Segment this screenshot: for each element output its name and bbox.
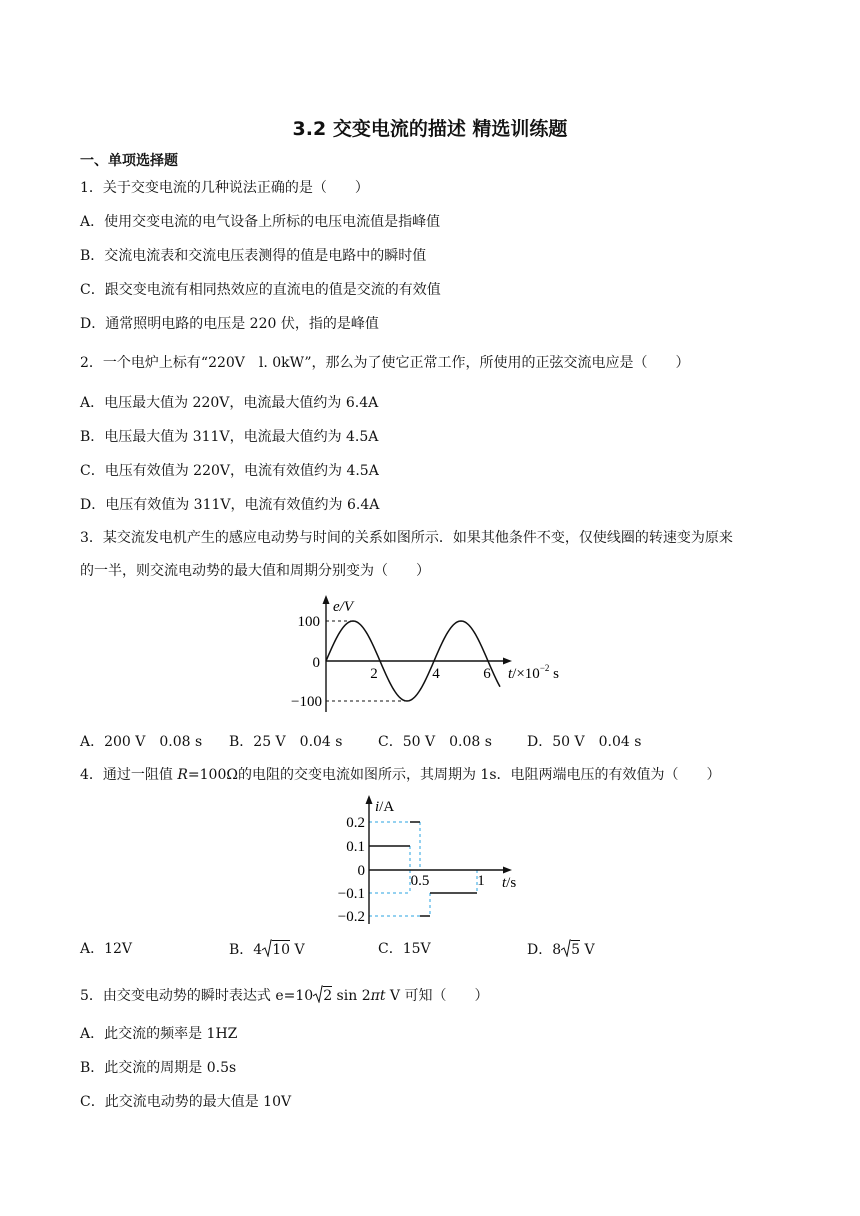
q3-x-label: $t/\times 10^{-2}$ s xyxy=(508,663,559,682)
q5-stem: 5．由交变电动势的瞬时表达式 e=10 2 sin 2πt V 可知（ ） xyxy=(80,985,488,1006)
q3-stem-line1: 3．某交流发电机产生的感应电动势与时间的关系如图所示．如果其他条件不变，仅使线圈的转速变为原来 xyxy=(80,530,733,546)
q5-option-a: A．此交流的频率是 1HZ xyxy=(80,1026,238,1042)
q2-option-b: B．电压最大值为 311V，电流最大值约为 4.5A xyxy=(80,429,379,445)
q4-y-label: i/A xyxy=(375,799,395,815)
section-heading: 一、单项选择题 xyxy=(80,153,178,169)
q4-y-tick-0: 0 xyxy=(357,863,365,879)
q4-current-graph xyxy=(320,790,530,930)
q3-emf-graph xyxy=(270,590,590,716)
q4-option-d: D．8 5 V xyxy=(527,939,595,960)
q1-stem: 1．关于交变电流的几种说法正确的是（ ） xyxy=(80,180,369,196)
q4-x-tick-1: 1 xyxy=(477,873,485,889)
q2-option-a: A．电压最大值为 220V，电流最大值约为 6.4A xyxy=(80,395,379,411)
q4-option-d-radical-icon xyxy=(561,939,571,957)
q4-y-tick-minus0.2: −0.2 xyxy=(337,909,365,925)
q4-y-tick-0.2: 0.2 xyxy=(346,815,365,831)
q3-option-a: A．200 V 0.08 s xyxy=(80,734,203,750)
q3-x-tick-4: 4 xyxy=(432,666,440,682)
q3-option-d: D．50 V 0.04 s xyxy=(527,734,642,750)
q2-option-c: C．电压有效值为 220V，电流有效值约为 4.5A xyxy=(80,463,379,479)
q4-option-c: C．15V xyxy=(378,941,431,957)
q2-option-d: D．电压有效值为 311V，电流有效值约为 6.4A xyxy=(80,497,380,513)
q4-y-tick-minus0.1: −0.1 xyxy=(337,886,365,902)
q4-option-b: B．4 10 V xyxy=(229,939,305,960)
q3-x-arrow xyxy=(503,658,512,665)
q5-option-b: B．此交流的周期是 0.5s xyxy=(80,1060,237,1076)
q3-y-tick-100: 100 xyxy=(297,614,320,630)
q4-y-arrow xyxy=(366,795,373,804)
q4-x-label: t/s xyxy=(502,875,517,891)
q1-option-c: C．跟交变电流有相同热效应的直流电的值是交流的有效值 xyxy=(80,282,441,298)
q4-option-a: A．12V xyxy=(80,941,133,957)
q3-y-arrow xyxy=(323,595,330,604)
q1-option-b: B．交流电流表和交流电压表测得的值是电路中的瞬时值 xyxy=(80,248,427,264)
q4-stem: 4．通过一阻值 R=100Ω的电阻的交变电流如图所示，其周期为 1s．电阻两端电压的有效值为（ ） xyxy=(80,767,721,783)
q3-stem-line2: 的一半，则交流电动势的最大值和周期分别变为（ ） xyxy=(80,563,430,579)
q3-x-tick-2: 2 xyxy=(370,666,378,682)
q4-x-arrow xyxy=(503,867,512,874)
q4-x-tick-0.5: 0.5 xyxy=(410,873,430,889)
page-title: 3.2 交变电流的描述 精选训练题 xyxy=(292,118,568,140)
q3-option-c: C．50 V 0.08 s xyxy=(378,734,492,750)
q3-y-tick-0: 0 xyxy=(312,655,320,671)
q1-option-a: A．使用交变电流的电气设备上所标的电压电流值是指峰值 xyxy=(80,214,441,230)
q2-stem: 2．一个电炉上标有“220V l. 0kW”，那么为了使它正常工作，所使用的正弦交流电应是（ ） xyxy=(80,355,690,371)
q1-option-d: D．通常照明电路的电压是 220 伏，指的是峰值 xyxy=(80,316,379,332)
q3-y-tick-minus100: −100 xyxy=(291,694,322,710)
q5-option-c: C．此交流电动势的最大值是 10V xyxy=(80,1094,292,1110)
q4-option-b-radical-icon xyxy=(262,939,272,957)
q4-y-tick-0.1: 0.1 xyxy=(346,839,365,855)
q3-x-tick-6: 6 xyxy=(483,666,491,682)
q5-radical-icon xyxy=(313,985,323,1003)
q3-option-b: B．25 V 0.04 s xyxy=(229,734,343,750)
q3-y-label: e/V xyxy=(333,599,353,615)
